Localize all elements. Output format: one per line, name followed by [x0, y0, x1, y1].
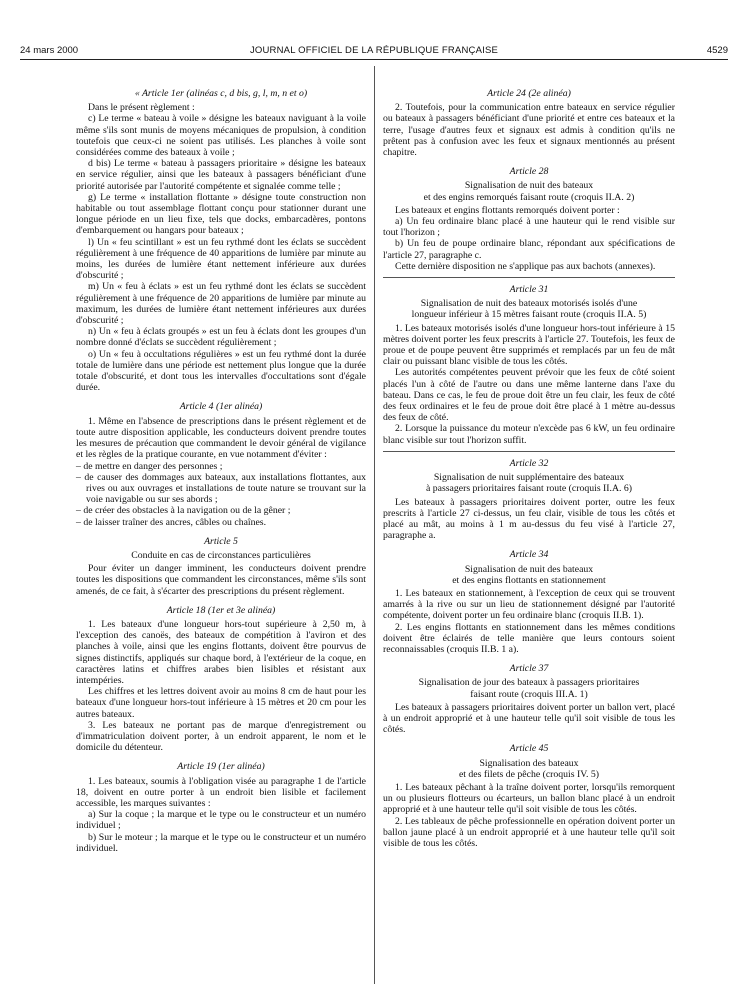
article-4-list	[76, 461, 366, 528]
title-line: à passagers prioritaires faisant route (croquis II.A. 6)	[425, 483, 633, 495]
paragraph: g) Le terme « installation flottante » désigne toute construction non habitable ou tout assemblage flottant conçu pour stationner durant une longue période en un lieu fixe, tels que docks, embarcadères, pontons d'embarquement ou hangars pour bateaux ;	[76, 191, 366, 237]
left-column	[76, 88, 366, 854]
article-19-heading: Article 19 (1er alinéa)	[177, 761, 265, 773]
list-item: – de mettre en danger des personnes ;	[76, 460, 223, 472]
article-34-title	[383, 564, 675, 586]
paragraph: Les bateaux à passagers prioritaires doivent porter un ballon vert, placé à un endroit approprié et à une hauteur telle qu'il soit visible de tous les côtés.	[383, 701, 675, 736]
title-line: Signalisation de nuit des bateaux motorisés isolés d'une	[420, 298, 638, 310]
list-item: – de causer des dommages aux bateaux, aux installations flottantes, aux rives ou aux ouvrages et installations de toute nature se trouvant sur la voie navigable ou sur ses abords ;	[76, 471, 366, 506]
paragraph: Dans le présent règlement :	[88, 102, 195, 114]
paragraph: b) Sur le moteur ; la marque et le type ou le constructeur et un numéro individuel.	[76, 831, 366, 854]
paragraph: Les bateaux et engins flottants remorqués doivent porter :	[395, 204, 620, 216]
title-line: Signalisation de jour des bateaux à passagers prioritaires	[418, 677, 640, 689]
paragraph: 1. Les bateaux, soumis à l'obligation visée au paragraphe 1 de l'article 18, doivent en outre porter à un endroit bien lisible et facilement accessible, les marques suivantes :	[76, 775, 366, 809]
title-line: et des engins flottants en stationnement	[452, 574, 606, 586]
paragraph: Les autorités compétentes peuvent prévoir que les feux de côté soient placés l'un à côté de l'autre ou dans une même lanterne dans l'axe du bateau. Dans ce cas, le feu de proue doit être un feu clair, les feux de côté des feux ordinaires et le feu de proue doit être placé à 1 mètre au-dessus des feux de côté.	[383, 367, 675, 424]
paragraph: 1. Les bateaux d'une longueur hors-tout supérieure à 2,50 m, à l'exception des canoës, des bateaux de compétition à l'aviron et des planches à voile, ainsi que les engins flottants, doivent être pourvus de signes distinctifs, appliqués sur chaque bord, à l'extérieur de la coque, en caractères latins et chiffres arabes bien lisibles et résistant aux intempéries.	[76, 618, 366, 686]
paragraph: m) Un « feu à éclats » est un feu rythmé dont les éclats se succèdent régulièrement à une fréquence de 20 apparitions de lumière par minute au maximum, les durées de lumière étant nettement inférieures aux durées d'obscurité ;	[76, 281, 366, 327]
article-37-title	[383, 677, 675, 699]
title-line: Signalisation de nuit des bateaux	[464, 180, 594, 192]
paragraph: Les chiffres et les lettres doivent avoir au moins 8 cm de haut pour les bateaux d'une longueur hors-tout inférieure à 15 mètres et 20 cm pour les autres bateaux.	[76, 686, 366, 720]
paragraph: n) Un « feu à éclats groupés » est un feu à éclats dont les groupes d'un nombre donné d'éclats se succèdent régulièrement ;	[76, 326, 366, 349]
section-rule	[383, 277, 675, 278]
journal-title: JOURNAL OFFICIEL DE LA RÉPUBLIQUE FRANÇAISE	[249, 45, 499, 56]
article-28-heading: Article 28	[509, 166, 549, 178]
article-1-heading: « Article 1er (alinéas c, d bis, g, l, m, n et o)	[134, 88, 308, 99]
article-34-heading: Article 34	[509, 549, 549, 561]
article-45-heading: Article 45	[509, 743, 549, 755]
title-line: Signalisation de nuit des bateaux	[464, 563, 594, 575]
page-number: 4529	[706, 45, 728, 56]
list-item: – de créer des obstacles à la navigation ou de la gêner ;	[76, 505, 291, 517]
title-line: et des filets de pêche (croquis IV. 5)	[458, 768, 600, 780]
title-line: faisant route (croquis III.A. 1)	[470, 688, 588, 700]
page-header	[20, 45, 728, 59]
paragraph: 2. Toutefois, pour la communication entre bateaux en service régulier ou bateaux à passagers bénéficiant d'une priorité et entre ces bateaux et la terre, l'usage d'autres feux et signaux est admis à condition qu'ils ne prêtent pas à confusion avec les feux et signaux mentionnés au présent chapitre.	[383, 102, 675, 159]
paragraph: 2. Les engins flottants en stationnement dans les mêmes conditions doivent être éclairés de telle manière que leurs contours soient reconnaissables (croquis II.B. 1 a).	[383, 621, 675, 655]
paragraph: b) Un feu de poupe ordinaire blanc, répondant aux spécifications de l'article 27, paragraphe c.	[383, 238, 675, 261]
paragraph: 3. Les bateaux ne portant pas de marque d'enregistrement ou d'immatriculation doivent porter, à un endroit apparent, le nom et le domicile du détenteur.	[76, 719, 366, 754]
article-5-title: Conduite en cas de circonstances particulières	[131, 549, 311, 561]
article-37-heading: Article 37	[509, 663, 549, 675]
article-28-title	[383, 180, 675, 202]
paragraph: Cette dernière disposition ne s'applique pas aux bachots (annexes).	[395, 260, 656, 272]
article-32-heading: Article 32	[509, 457, 549, 469]
paragraph: 2. Lorsque la puissance du moteur n'excède pas 6 kW, un feu ordinaire blanc visible sur tout l'horizon suffit.	[383, 423, 675, 446]
title-line: et des engins remorqués faisant route (croquis II.A. 2)	[423, 191, 635, 203]
paragraph: Pour éviter un danger imminent, les conducteurs doivent prendre toutes les dispositions que commandent les circonstances, même s'ils sont amenés, de ce fait, à s'écarter des prescriptions du présent règlement.	[76, 563, 366, 597]
paragraph: c) Le terme « bateau à voile » désigne les bateaux naviguant à la voile même s'ils sont munis de moyens mécaniques de propulsion, à condition toutefois que ceux-ci ne soient pas utilisés. Les planches à voile sont considérées comme des bateaux à voile ;	[76, 113, 366, 159]
paragraph: 1. Les bateaux en stationnement, à l'exception de ceux qui se trouvent amarrés à la rive ou sur un lieu de stationnement désigné par l'autorité compétente, doivent porter un feu ordinaire blanc (croquis II.B. 1).	[383, 587, 675, 622]
paragraph: 1. Les bateaux motorisés isolés d'une longueur hors-tout inférieure à 15 mètres doivent porter les feux prescrits à l'article 27. Toutefois, les feux de proue et de poupe peuvent être supprimés et remplacés par un feu de mât clair ou puissant blanc visible de tous les côtés.	[383, 322, 675, 368]
header-date: 24 mars 2000	[20, 45, 79, 56]
article-31-title	[383, 298, 675, 320]
paragraph: 1. Les bateaux pêchant à la traîne doivent porter, lorsqu'ils remorquent un ou plusieurs flotteurs ou écarteurs, un ballon blanc placé à un endroit approprié et à une hauteur telle qu'il soit visible de tous les côtés.	[383, 781, 675, 816]
title-line: longueur inférieur à 15 mètres faisant route (croquis II.A. 5)	[411, 309, 647, 321]
list-item: – de laisser traîner des ancres, câbles ou chaînes.	[76, 516, 267, 528]
article-5-heading: Article 5	[204, 535, 238, 547]
title-line: Signalisation des bateaux	[479, 757, 579, 769]
paragraph: Les bateaux à passagers prioritaires doivent porter, outre les feux prescrits à l'article 27 ci-dessus, un feu clair, visible de tous les côtés et placé au mât, au moins à 1 m au-dessus du feu visé à l'article 27, paragraphe a.	[383, 496, 675, 542]
paragraph: 2. Les tableaux de pêche professionnelle en opération doivent porter un ballon jaune placé à un endroit approprié et à une hauteur telle qu'il soit visible de tous les côtés.	[383, 815, 675, 849]
column-divider	[374, 66, 375, 984]
paragraph: l) Un « feu scintillant » est un feu rythmé dont les éclats se succèdent régulièrement à une fréquence de 40 apparitions de lumière par minute au moins, les durées de lumière étant nettement inférieure aux durées d'obscurité ;	[76, 236, 366, 282]
article-24-heading: Article 24 (2e alinéa)	[487, 88, 571, 99]
paragraph: a) Sur la coque ; la marque et le type ou le constructeur et un numéro individuel ;	[76, 809, 366, 832]
article-18-heading: Article 18 (1er et 3e alinéa)	[166, 604, 276, 616]
paragraph: o) Un « feu à occultations régulières » est un feu rythmé dont la durée totale de lumière dans une période est nettement plus longue que la durée totale d'obscurité, et dont tous les intervalles d'occultations sont d'égale durée.	[76, 348, 366, 394]
section-rule	[383, 451, 675, 452]
article-32-title	[383, 472, 675, 494]
paragraph: d bis) Le terme « bateau à passagers prioritaire » désigne les bateaux en service régulier, ainsi que les bateaux à passagers bénéficiant d'une priorité autorisée par l'autorité compétente et signalée comme telle ;	[76, 158, 366, 192]
paragraph: a) Un feu ordinaire blanc placé à une hauteur qui le rend visible sur tout l'horizon ;	[383, 216, 675, 239]
article-4-heading: Article 4 (1er alinéa)	[179, 401, 263, 413]
article-45-title	[383, 758, 675, 780]
article-31-heading: Article 31	[509, 284, 549, 296]
paragraph: 1. Même en l'absence de prescriptions dans le présent règlement et de toute autre disposition applicable, les conducteurs doivent prendre toutes les mesures de précaution que commandent le devoir général de vigilance et les règles de la pratique courante, en vue notamment d'éviter :	[76, 415, 366, 461]
header-rule	[20, 59, 728, 60]
title-line: Signalisation de nuit supplémentaire des bateaux	[433, 472, 625, 484]
right-column	[383, 88, 675, 849]
